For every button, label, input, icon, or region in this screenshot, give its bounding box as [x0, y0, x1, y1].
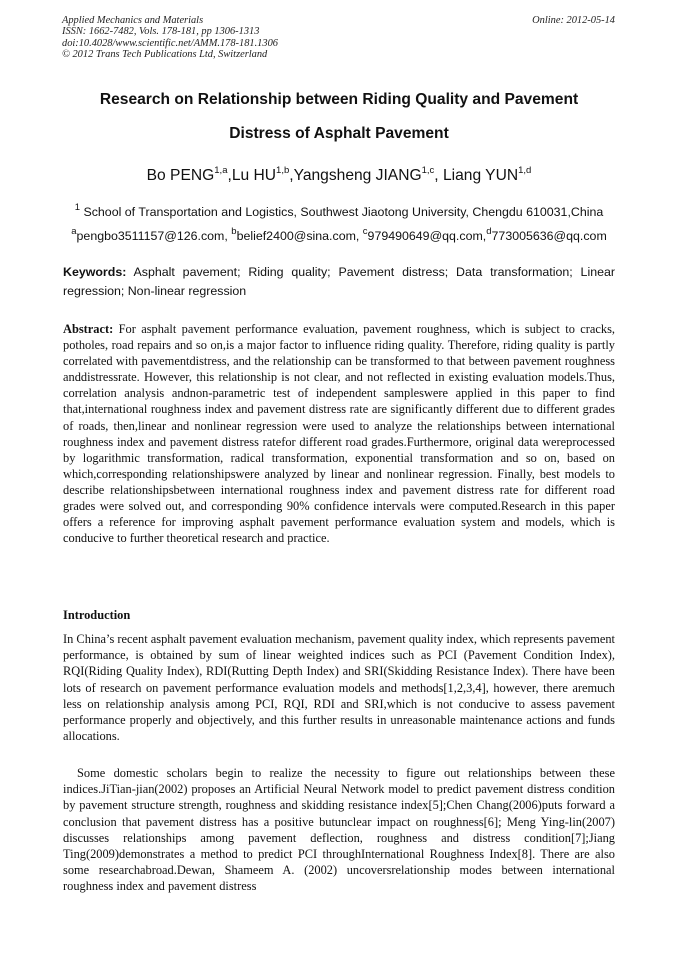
author-sup: 1,c — [421, 165, 435, 176]
keywords-text: Asphalt pavement; Riding quality; Pavement distress; Data transformation; Linear regression; Non-linear regression — [63, 265, 615, 298]
email-sup: d — [486, 226, 492, 237]
author-sep: , — [289, 167, 294, 185]
email-sup: a — [71, 226, 77, 237]
author-sup: 1,b — [276, 165, 290, 176]
author-name: Lu HU — [231, 167, 277, 185]
paper-title-line-2: Distress of Asphalt Pavement — [229, 125, 449, 142]
author-sep: , — [227, 167, 232, 185]
journal-name: Applied Mechanics and Materials — [62, 15, 204, 26]
intro-paragraph-1: In China’s recent asphalt pavement evaluation mechanism, pavement quality index, which represents pavement performance, is obtained by sum of linear weighted indices such as PCI (Pavement Condition Index), RQI(Riding Quality Index), RDI(Rutting Depth Index) and SRI(Skidding Resistance Index). There have been lots of research on pavement performance evaluation models and methods[1,2,3,4], however, there aremuch less on relationship analysis among PCI, RQI, RDI and SRI,which is not conducive to assess pavement performance properly and objectively, and this further results in unreasonable maintenance actions and funds allocations. — [63, 632, 615, 744]
abstract-label: Abstract: — [63, 322, 114, 336]
author-sup: 1,a — [214, 165, 228, 176]
author-list — [40, 166, 638, 185]
section-heading-introduction: Introduction — [63, 608, 131, 622]
keywords — [63, 263, 615, 300]
email-list — [40, 227, 638, 243]
issn-line: ISSN: 1662-7482, Vols. 178-181, pp 1306-1313 — [62, 26, 260, 38]
author-name: Liang YUN — [442, 167, 519, 185]
email-text: pengbo3511157@126.com, — [76, 229, 232, 244]
email-text: belief2400@sina.com, — [236, 229, 363, 244]
author-name: Yangsheng JIANG — [293, 167, 422, 185]
intro-paragraph-2: Some domestic scholars begin to realize the necessity to figure out relationships between these indices.JiTian-jian(2002) proposes an Artificial Neural Network model to predict pavement distress condition by pavement structure strength, roughness and skidding resistance index[5];Chen Chang(2006)puts forward a conclusion that pavement distress has a positive butunclear impact on roughness[6]; Meng Ying-lin(2007) discusses relationships among pavement deflection, roughness and distress condition[7];Jiang Ting(2009)demonstrates a method to predict PCI throughInternational Roughness Index[8]. There are also some researchabroad.Dewan, Shameem A. (2002) uncoversrelationship modes between international roughness index and pavement distress — [63, 766, 615, 894]
affiliation-text: School of Transportation and Logistics, Southwest Jiaotong University, Chengdu 610031,China — [80, 205, 604, 220]
affiliation — [40, 203, 638, 219]
email-text: 773005636@qq.com — [491, 229, 607, 244]
email-sup: b — [231, 226, 237, 237]
author-sep: , — [434, 167, 443, 185]
abstract — [63, 321, 615, 546]
paper-title-line-1: Research on Relationship between Riding Quality and Pavement — [99, 91, 579, 108]
abstract-text: For asphalt pavement performance evaluation, pavement roughness, which is subject to cracks, potholes, road repairs and so on,is a major factor to influence riding quality. Therefore, riding quality is partly correlated with pavementdistress, and the relationship can be transformed to that between pavement roughness anddistressrate. However, this relationship is not clear, and not reflected in existing evaluation models.Thus, correlation analysis andnon-parametric test of independent sampleswere applied in this paper to find that,international roughness index and pavement distress rate are significantly different due to different grades of roads, then,linear and nonlinear regression were used to analyze the relationships between international roughness index and pavement distress ratefor different road grades.Furthermore, original data wereprocessed by logarithmic transformation, radical transformation, exponential transformation and so on, based on which,corresponding relationshipswere analyzed by linear and nonlinear regression. Finally, best models to describe relationshipsbetween international roughness index and pavement distress rate for different road grades were solved out, and corresponding 90% confidence intervals were computed.Research in this paper offers a reference for improving asphalt pavement performance evaluation system and models, which is conducive to further theoretical research and practice. — [63, 322, 615, 546]
copyright-line: © 2012 Trans Tech Publications Ltd, Switzerland — [62, 48, 268, 60]
author-name: Bo PENG — [146, 167, 215, 185]
author-sup: 1,d — [518, 165, 532, 176]
journal-header — [62, 15, 615, 60]
keywords-label: Keywords: — [63, 265, 127, 279]
doi-line: doi:10.4028/www.scientific.net/AMM.178-181.1306 — [62, 37, 278, 49]
online-date: Online: 2012-05-14 — [532, 15, 615, 26]
affiliation-sup: 1 — [74, 202, 81, 213]
email-sup: c — [362, 226, 368, 237]
email-text: 979490649@qq.com, — [367, 229, 487, 244]
